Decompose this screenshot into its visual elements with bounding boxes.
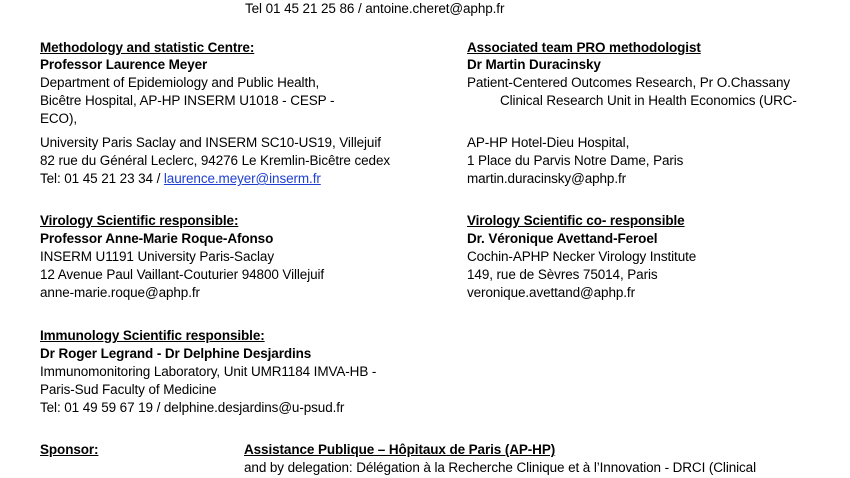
methodology-tel: Tel: 01 45 21 23 34 / bbox=[40, 171, 164, 186]
immunology-contact: Tel: 01 49 59 67 19 / delphine.desjardins@u-psud.fr bbox=[40, 400, 345, 415]
sponsor-name: Assistance Publique – Hôpitaux de Paris (AP-HP) bbox=[244, 442, 556, 457]
pro-email: martin.duracinsky@aphp.fr bbox=[467, 171, 627, 186]
virology-line: INSERM U1191 University Paris-Saclay bbox=[40, 249, 274, 264]
sponsor-label: Sponsor: bbox=[40, 442, 99, 457]
pro-line: Clinical Research Unit in Health Economics (URC- bbox=[500, 93, 797, 108]
pro-line: Patient-Centered Outcomes Research, Pr O.Chassany bbox=[467, 75, 790, 90]
virology-co-line: Cochin-APHP Necker Virology Institute bbox=[467, 249, 697, 264]
virology-line: 12 Avenue Paul Vaillant-Couturier 94800 Villejuif bbox=[40, 267, 325, 282]
pro-line: AP-HP Hotel-Dieu Hospital, bbox=[467, 135, 630, 150]
pro-name: Dr Martin Duracinsky bbox=[467, 57, 601, 72]
virology-co-heading: Virology Scientific co- responsible bbox=[467, 213, 685, 228]
immunology-name: Dr Roger Legrand - Dr Delphine Desjardins bbox=[40, 346, 312, 361]
methodology-line: Bicêtre Hospital, AP-HP INSERM U1018 - CESP - bbox=[40, 93, 335, 108]
methodology-line: University Paris Saclay and INSERM SC10-US19, Villejuif bbox=[40, 135, 381, 150]
immunology-line: Immunomonitoring Laboratory, Unit UMR1184 IMVA-HB - bbox=[40, 364, 377, 379]
immunology-heading: Immunology Scientific responsible: bbox=[40, 328, 265, 343]
virology-heading: Virology Scientific responsible: bbox=[40, 213, 239, 228]
virology-email: anne-marie.roque@aphp.fr bbox=[40, 285, 200, 300]
methodology-line: 82 rue du Général Leclerc, 94276 Le Kremlin-Bicêtre cedex bbox=[40, 153, 391, 168]
virology-co-line: 149, rue de Sèvres 75014, Paris bbox=[467, 267, 658, 282]
virology-co-name: Dr. Véronique Avettand-Feroel bbox=[467, 231, 658, 246]
pro-line: 1 Place du Parvis Notre Dame, Paris bbox=[467, 153, 684, 168]
immunology-line: Paris-Sud Faculty of Medicine bbox=[40, 382, 217, 397]
methodology-line: Department of Epidemiology and Public Health, bbox=[40, 75, 320, 90]
methodology-heading: Methodology and statistic Centre: bbox=[40, 40, 255, 55]
methodology-contact bbox=[40, 170, 321, 187]
pro-heading: Associated team PRO methodologist bbox=[467, 40, 701, 55]
sponsor-line: and by delegation: Délégation à la Recherche Clinique et à l’Innovation - DRCI (Clinical bbox=[244, 460, 756, 475]
virology-co-email: veronique.avettand@aphp.fr bbox=[467, 285, 635, 300]
virology-name: Professor Anne-Marie Roque-Afonso bbox=[40, 231, 274, 246]
methodology-name: Professor Laurence Meyer bbox=[40, 57, 208, 72]
methodology-email-link[interactable]: laurence.meyer@inserm.fr bbox=[163, 171, 321, 186]
top-contact-line: Tel 01 45 21 25 86 / antoine.cheret@aphp.fr bbox=[245, 1, 505, 16]
methodology-line: ECO), bbox=[40, 111, 78, 126]
